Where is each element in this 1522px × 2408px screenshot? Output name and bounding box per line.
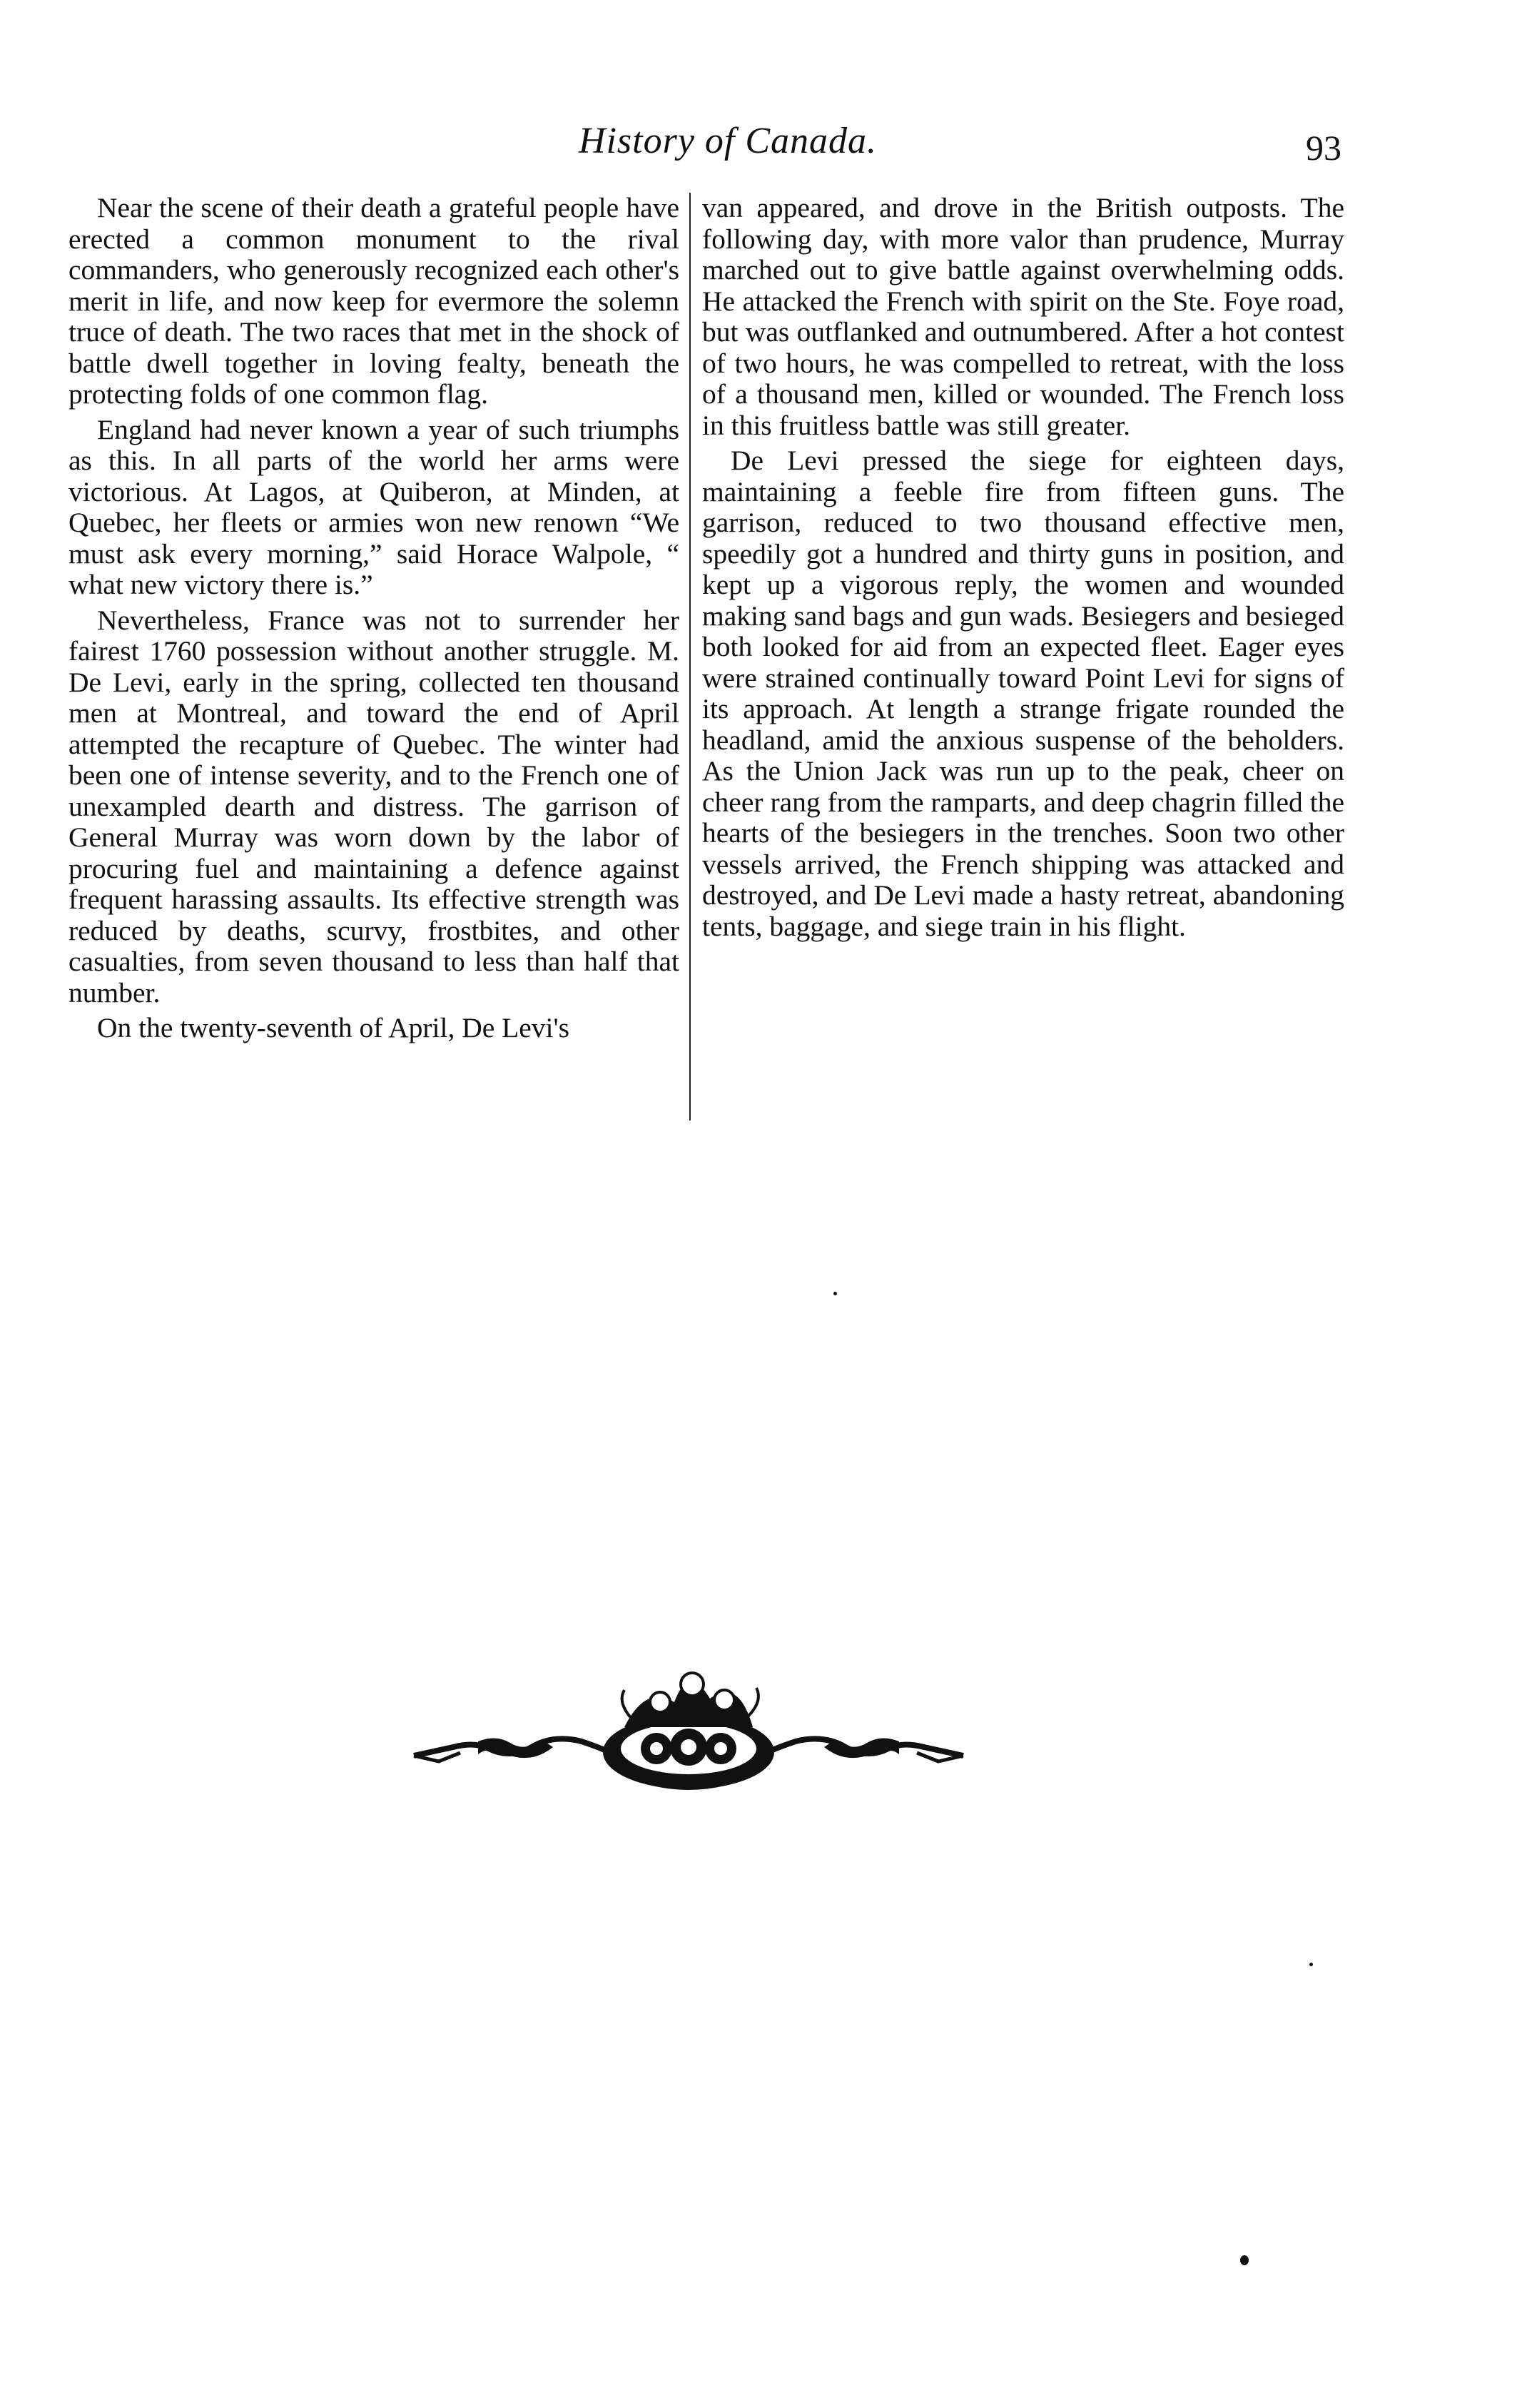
print-speck: [1240, 2255, 1249, 2265]
paragraph: van appeared, and drove in the British outposts. The following day, with more valor than prudence, Murray marched out to give battle against overwhelming odds. He attacked the French with spirit on the Ste. Foye road, but was outflanked and outnumbered. After a hot contest of two hours, he was compelled to retreat, with the loss of a thousand men, killed or wounded. The French loss in this fruitless battle was still greater.: [702, 192, 1344, 441]
right-column: [702, 193, 1344, 946]
paragraph: Near the scene of their death a grateful people have erected a common monument to the rival commanders, who generously recognized each other's merit in life, and now keep for evermore the solemn truce of death. The two races that met in the shock of battle dwell together in loving fealty, beneath the protecting folds of one common flag.: [69, 192, 679, 410]
print-speck: [833, 1292, 837, 1295]
running-title: History of Canada.: [578, 121, 878, 161]
paragraph: De Levi pressed the siege for eighteen days, maintaining a feeble fire from fifteen guns. The garrison, reduced to two thousand effective men, speedily got a hundred and thirty guns in position, and kept up a vigorous reply, the women and wounded making sand bags and gun wads. Besiegers and besieged both looked for aid from an expected fleet. Eager eyes were strained continually toward Point Levi for signs of its approach. At length a strange frigate rounded the headland, amid the anxious suspense of the beholders. As the Union Jack was run up to the peak, cheer on cheer rang from the ramparts, and deep chagrin filled the hearts of the besiegers in the trenches. Soon two other vessels arrived, the French shipping was attacked and destroyed, and De Levi made a hasty retreat, abandoning tents, baggage, and siege train in his flight.: [702, 445, 1344, 942]
paragraph: Nevertheless, France was not to surrender her fairest 1760 possession without another struggle. M. De Levi, early in the spring, collected ten thousand men at Montreal, and toward the end of April attempted the recapture of Quebec. The winter had been one of intense severity, and to the French one of unexampled dearth and distress. The garrison of General Murray was worn down by the labor of procuring fuel and maintaining a defence against frequent harassing assaults. Its effective strength was reduced by deaths, scurvy, frostbites, and other casualties, from seven thousand to less than half that number.: [69, 604, 679, 1008]
page-header: [71, 120, 1341, 177]
left-column: [69, 193, 679, 1048]
text-body: [69, 193, 1346, 1135]
paragraph: England had never known a year of such triumphs as this. In all parts of the world her arms were victorious. At Lagos, at Quiberon, at Minden, at Quebec, her fleets or armies won new renown “We must ask every morning,” said Horace Walpole, “ what new victory there is.”: [69, 413, 679, 600]
column-divider: [689, 193, 691, 1120]
paragraph: On the twenty-seventh of April, De Levi's: [97, 1012, 570, 1043]
print-speck: [1309, 1963, 1313, 1966]
page-number: 93: [1306, 128, 1341, 168]
floral-ribbon-ornament-icon: [410, 1634, 967, 1799]
